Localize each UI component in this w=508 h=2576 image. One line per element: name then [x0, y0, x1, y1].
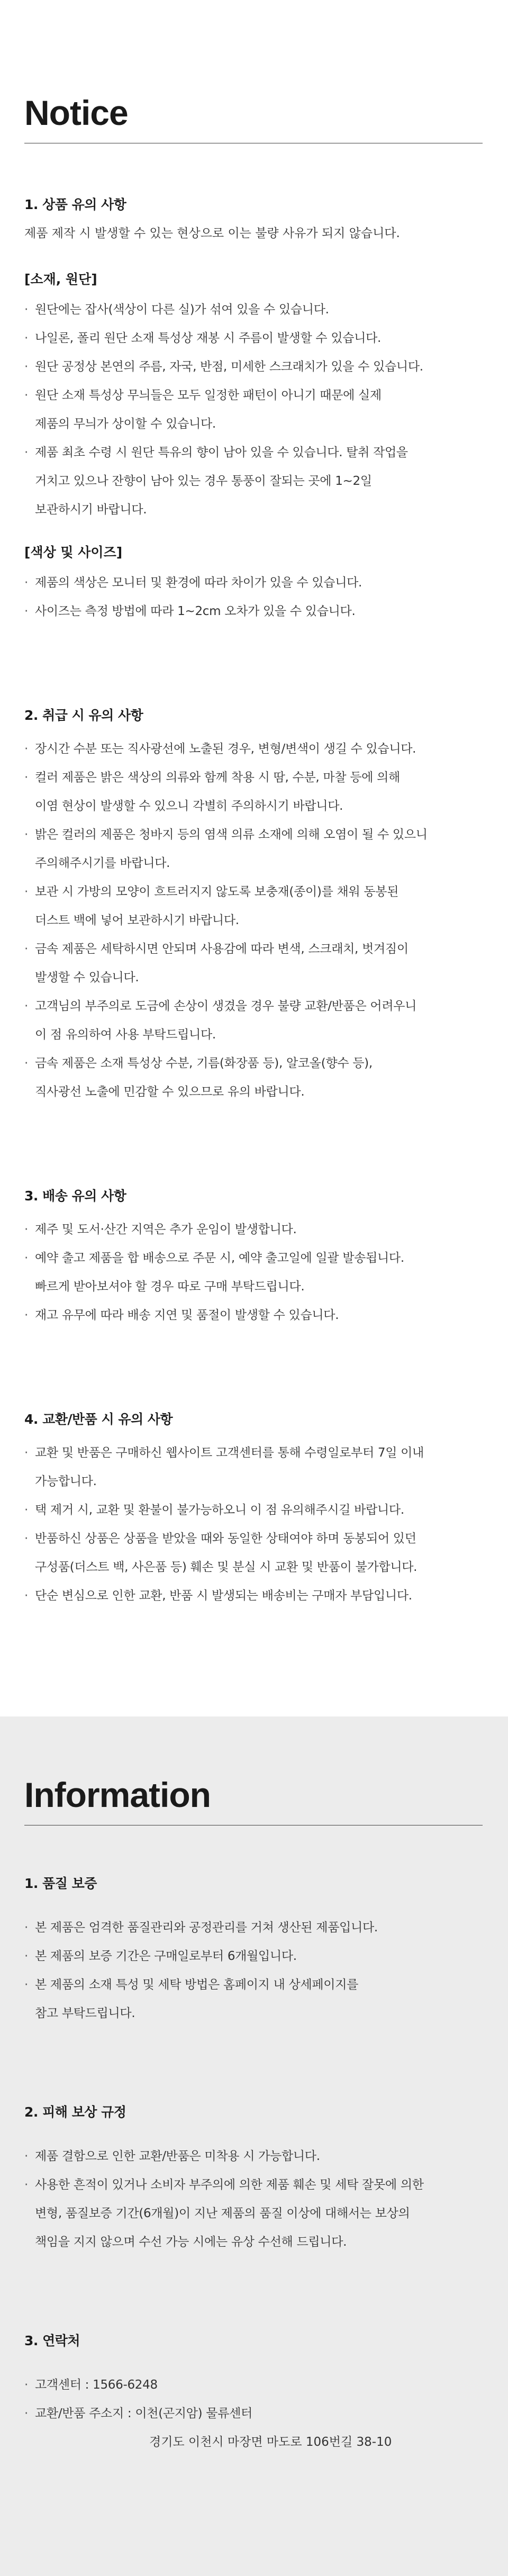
section-heading: 1. 품질 보증	[24, 1876, 97, 1891]
section-heading: 3. 연락처	[24, 2333, 80, 2348]
list-item: · 제주 및 도서·산간 지역은 추가 운임이 발생합니다.	[24, 1215, 484, 1244]
section-intro: 제품 제작 시 발생할 수 있는 현상으로 이는 불량 사유가 되지 않습니다.	[24, 227, 400, 240]
customer-center-phone: · 고객센터 : 1566-6248	[24, 2371, 484, 2399]
information-title: Information	[24, 1775, 211, 1814]
list-item: · 고객님의 부주의로 도금에 손상이 생겼을 경우 불량 교환/반품은 어려우니 이 점 유의하여 사용 부탁드립니다.	[24, 992, 484, 1049]
list-item: · 나일론, 폴리 원단 소재 특성상 재봉 시 주름이 발생할 수 있습니다.	[24, 324, 484, 352]
list-item: · 재고 유무에 따라 배송 지연 및 품절이 발생할 수 있습니다.	[24, 1301, 484, 1330]
list-item: · 본 제품은 엄격한 품질관리와 공정관리를 거쳐 생산된 제품입니다.	[24, 1913, 484, 1942]
delivery-list	[24, 1215, 484, 1330]
color-size-group-title: [색상 및 사이즈]	[24, 544, 123, 560]
section-heading: 3. 배송 유의 사항	[24, 1188, 126, 1204]
material-group-title: [소재, 원단]	[24, 271, 97, 287]
return-list	[24, 1439, 484, 1610]
list-item: · 본 제품의 보증 기간은 구매일로부터 6개월입니다.	[24, 1942, 484, 1971]
list-item: · 본 제품의 소재 특성 및 세탁 방법은 홈페이지 내 상세페이지를 참고 부탁드립니다.	[24, 1971, 484, 2028]
list-item: · 원단 공정상 본연의 주름, 자국, 반점, 미세한 스크래치가 있을 수 있습니다.	[24, 352, 484, 381]
color-size-list	[24, 568, 484, 626]
list-item: · 단순 변심으로 인한 교환, 반품 시 발생되는 배송비는 구매자 부담입니다.	[24, 1581, 484, 1610]
list-item: · 교환 및 반품은 구매하신 웹사이트 고객센터를 통해 수령일로부터 7일 이내 가능합니다.	[24, 1439, 484, 1496]
return-address-line2: 경기도 이천시 마장면 마도로 106번길 38-10	[149, 2435, 392, 2449]
quality-list	[24, 1913, 484, 2028]
list-item: · 밝은 컬러의 제품은 청바지 등의 염색 의류 소재에 의해 오염이 될 수 있으니 주의해주시기를 바랍니다.	[24, 820, 484, 878]
notice-handling-caution	[24, 705, 484, 1106]
list-item: · 원단에는 잡사(색상이 다른 실)가 섞여 있을 수 있습니다.	[24, 295, 484, 324]
contact-list	[24, 2371, 484, 2428]
list-item: · 예약 출고 제품을 합 배송으로 주문 시, 예약 출고일에 일괄 발송됩니다. 빠르게 받아보셔야 할 경우 따로 구매 부탁드립니다.	[24, 1244, 484, 1301]
list-item: · 금속 제품은 세탁하시면 안되며 사용감에 따라 변색, 스크래치, 벗겨짐이 발생할 수 있습니다.	[24, 935, 484, 992]
list-item: · 컬러 제품은 밝은 색상의 의류와 함께 착용 시 땀, 수분, 마찰 등에 의해 이염 현상이 발생할 수 있으니 각별히 주의하시기 바랍니다.	[24, 763, 484, 820]
list-item: · 제품의 색상은 모니터 및 환경에 따라 차이가 있을 수 있습니다.	[24, 568, 484, 597]
section-heading: 2. 피해 보상 규정	[24, 2104, 126, 2120]
list-item: · 제품 결함으로 인한 교환/반품은 미착용 시 가능합니다.	[24, 2142, 484, 2171]
list-item: · 제품 최초 수령 시 원단 특유의 향이 남아 있을 수 있습니다. 탈취 작업을 거치고 있으나 잔향이 남아 있는 경우 통풍이 잘되는 곳에 1~2일 보관하시기 바랍니다.	[24, 438, 484, 524]
material-list	[24, 295, 484, 524]
information-section	[0, 1716, 508, 2576]
notice-title: Notice	[24, 93, 128, 132]
section-heading: 4. 교환/반품 시 유의 사항	[24, 1411, 173, 1427]
info-contact	[24, 2330, 484, 2456]
list-item: · 사용한 흔적이 있거나 소비자 부주의에 의한 제품 훼손 및 세탁 잘못에 의한 변형, 품질보증 기간(6개월)이 지난 제품의 품질 이상에 대해서는 보상의 책임을 지지 않으며 수선 가능 시에는 유상 수선해 드립니다.	[24, 2171, 484, 2256]
list-item: · 원단 소재 특성상 무늬들은 모두 일정한 패턴이 아니기 때문에 실제 제품의 무늬가 상이할 수 있습니다.	[24, 381, 484, 438]
section-heading: 2. 취급 시 유의 사항	[24, 707, 143, 723]
info-quality-guarantee	[24, 1873, 484, 2028]
info-compensation	[24, 2102, 484, 2256]
handling-list	[24, 735, 484, 1106]
list-item: · 장시간 수분 또는 직사광선에 노출된 경우, 변형/변색이 생길 수 있습니다.	[24, 735, 484, 763]
notice-product-caution	[24, 194, 484, 626]
list-item: · 금속 제품은 소재 특성상 수분, 기름(화장품 등), 알코올(향수 등), 직사광선 노출에 민감할 수 있으므로 유의 바랍니다.	[24, 1049, 484, 1106]
list-item: · 보관 시 가방의 모양이 흐트러지지 않도록 보충재(종이)를 채워 동봉된 더스트 백에 넣어 보관하시기 바랍니다.	[24, 878, 484, 935]
return-address: · 교환/반품 주소지 : 이천(곤지암) 물류센터	[24, 2399, 484, 2428]
list-item: · 사이즈는 측정 방법에 따라 1~2cm 오차가 있을 수 있습니다.	[24, 597, 484, 626]
section-heading: 1. 상품 유의 사항	[24, 197, 126, 212]
compensation-list	[24, 2142, 484, 2256]
notice-delivery-caution	[24, 1186, 484, 1330]
notice-return-caution	[24, 1409, 484, 1610]
list-item: · 택 제거 시, 교환 및 환불이 불가능하오니 이 점 유의해주시길 바랍니다.	[24, 1496, 484, 1524]
list-item: · 반품하신 상품은 상품을 받았을 때와 동일한 상태여야 하며 동봉되어 있던 구성품(더스트 백, 사은품 등) 훼손 및 분실 시 교환 및 반품이 불가합니다.	[24, 1524, 484, 1581]
